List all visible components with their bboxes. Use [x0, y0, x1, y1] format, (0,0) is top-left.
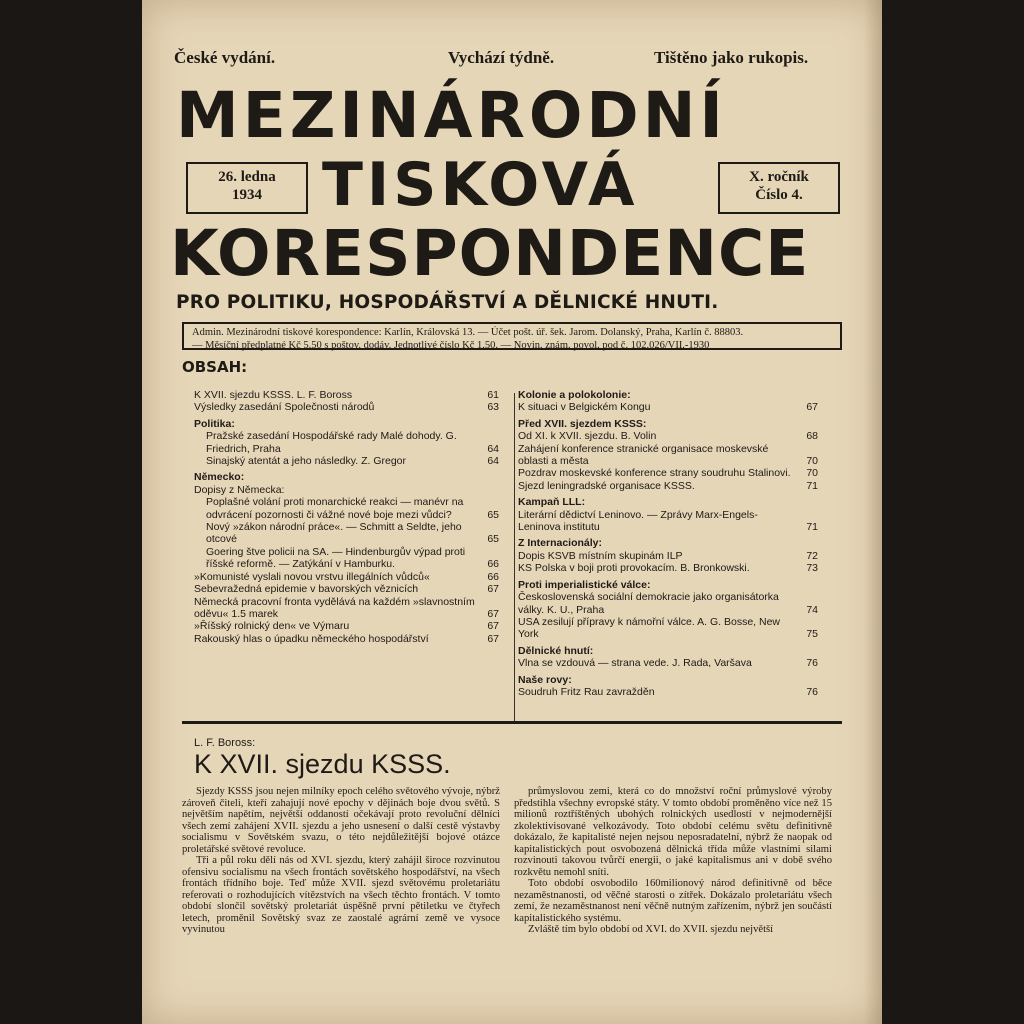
toc-section-heading — [194, 471, 499, 483]
toc-entry-title: Soudruh Fritz Rau zavražděn — [518, 685, 655, 698]
toc-section-label: Politika: — [194, 417, 235, 430]
toc-entry-title: Výsledky zasedání Společnosti národů — [194, 401, 375, 414]
toc-section-heading — [518, 418, 818, 430]
toc-entry — [518, 591, 818, 616]
toc-heading: OBSAH: — [182, 358, 248, 376]
article-paragraph: Tři a půl roku dělí nás od XVI. sjezdu, který zahájil široce rozvinutou ofensivu socialismu na všech frontách sovětského hospodářství, na všech frontách třídního boje. Teď může XVII. sjezd světovému proletariátu referovati o rozhodujících vítězstvích na všech těchto frontách. V tomto období slončil sovětský proletariát úspěšně první pětiletku ve čtyřech letech, proměnil Sovětský svaz ze zaostalé agrární země ve vysoce vyvinutou — [182, 855, 500, 935]
masthead-subtitle: PRO POLITIKU, HOSPODÁŘSTVÍ A DĚLNICKÉ HNUTI. — [176, 292, 719, 313]
toc-entry-page: 71 — [806, 521, 818, 534]
toc-section-label: Před XVII. sjezdem KSSS: — [518, 417, 647, 430]
toc-entry — [194, 401, 499, 413]
toc-section-heading — [194, 418, 499, 430]
article-paragraph: Sjezdy KSSS jsou nejen milníky epoch celého světového vývoje, nýbrž zároveň čiteli, kteří zahajují nové epochy v dějinách boje dvou světů. S největším napětím, největší oddaností očekávají proto revoluční dělníci všech zemí zahájení XVII. sjezdu a jeho usnesení o další cestě výstavby socialismu v Sovětském svazu, o této nejdůležitější bojové otázce proletářské světové revoluce. — [182, 786, 500, 855]
toc-entry-page: 65 — [487, 533, 499, 546]
toc-left-column — [194, 389, 499, 645]
article-title: K XVII. sjezdu KSSS. — [194, 749, 451, 779]
toc-entry-title: Vlna se vzdouvá — strana vede. J. Rada, Varšava — [518, 657, 752, 670]
toc-section-label: Kolonie a polokolonie: — [518, 389, 631, 401]
toc-entry-title: K XVII. sjezdu KSSS. L. F. Boross — [194, 389, 353, 401]
toc-entry-title: Dopis KSVB místním skupinám ILP — [518, 549, 683, 562]
toc-section-heading — [518, 389, 818, 401]
admin-info-box — [182, 322, 842, 350]
toc-entry-title: Pražské zasedání Hospodářské rady Malé dohody. G. Friedrich, Praha — [206, 430, 457, 455]
toc-entry — [194, 389, 499, 401]
toc-entry — [518, 657, 818, 669]
toc-entry — [194, 430, 499, 455]
toc-entry — [194, 620, 499, 632]
toc-entry-page: 76 — [806, 657, 818, 670]
toc-entry-page: 64 — [487, 442, 499, 455]
toc-entry-page: 67 — [487, 620, 499, 633]
toc-section-heading — [518, 674, 818, 686]
toc-entry — [518, 443, 818, 468]
toc-entry-title: KS Polska v boji proti provokacím. B. Bronkowski. — [518, 562, 750, 575]
toc-entry — [518, 562, 818, 574]
toc-entry-title: »Komunisté vyslali novou vrstvu illegálních vůdců« — [194, 570, 430, 583]
toc-entry — [194, 596, 499, 621]
toc-entry-title: USA zesilují přípravy k námořní válce. A. G. Bosse, New York — [518, 615, 781, 641]
toc-entry-title: Goering štve policii na SA. — Hindenburgův výpad proti říšské reformě. — Zatýkání v Hamburku. — [206, 545, 466, 571]
toc-entry-page: 70 — [806, 455, 818, 468]
toc-entry-page: 67 — [806, 401, 818, 414]
toc-column-divider — [514, 393, 515, 723]
toc-entry-page: 67 — [487, 583, 499, 596]
article-paragraph: Zvláště tím bylo období od XVI. do XVII. sjezdu největší — [528, 924, 774, 935]
toc-entry-page: 66 — [487, 570, 499, 583]
toc-entry — [518, 686, 818, 698]
toc-entry-page: 70 — [806, 467, 818, 480]
toc-entry-page: 61 — [487, 389, 499, 401]
toc-entry-title: Nový »zákon národní práce«. — Schmitt a Seldte, jeho otcové — [206, 521, 462, 546]
date-line-1: 26. ledna — [218, 169, 276, 185]
toc-entry-title: Sebevražedná epidemie v bavorských věznicích — [194, 583, 419, 596]
toc-entry-page: 71 — [806, 479, 818, 492]
toc-section-label: Kampaň LLL: — [518, 496, 586, 509]
print-note-label: Tištěno jako rukopis. — [654, 48, 809, 67]
toc-entry-page: 67 — [487, 632, 499, 645]
toc-entry-page: 74 — [806, 603, 818, 616]
toc-section-label: Proti imperialistické válce: — [518, 578, 651, 591]
toc-entry-title: Československá sociální demokracie jako organisátorka války. K. U., Praha — [518, 591, 779, 616]
toc-section-label: Německo: — [194, 471, 245, 484]
toc-entry — [194, 571, 499, 583]
toc-entry-page: 73 — [806, 562, 818, 575]
toc-section-label: Z Internacionály: — [518, 537, 603, 550]
toc-entry — [518, 401, 818, 413]
masthead-line-1: MEZINÁRODNÍ — [176, 79, 727, 152]
article-paragraph: Toto období osvobodilo 160milionový národ definitivně od běce nezaměstnanosti, od věčné starosti o zítřek. Dokázalo proletariátu všech zemí, že nezaměstnanost není věčně nutným zařízením, nýbrž jen součástí kapitalistického systému. — [514, 878, 832, 924]
toc-entry-page: 75 — [806, 628, 818, 641]
toc-entry — [194, 455, 499, 467]
frequency-label: Vychází týdně. — [448, 48, 555, 67]
toc-entry-title: Zahájení konference stranické organisace moskevské oblasti a města — [518, 442, 769, 468]
toc-entry — [194, 546, 499, 571]
volume-line-1: X. ročník — [749, 169, 809, 185]
article-column-right — [514, 786, 832, 936]
toc-entry — [194, 484, 499, 496]
toc-entry — [518, 550, 818, 562]
toc-entry — [518, 430, 818, 442]
toc-entry-title: Pozdrav moskevské konference strany soudruhu Stalinovi. — [518, 467, 791, 480]
toc-entry — [518, 509, 818, 534]
toc-entry — [194, 496, 499, 521]
toc-entry — [518, 480, 818, 492]
article-author: L. F. Boross: — [194, 737, 256, 749]
toc-entry — [194, 633, 499, 645]
toc-entry-page: 67 — [487, 607, 499, 620]
date-box — [186, 162, 308, 214]
toc-section-label: Dělnické hnutí: — [518, 644, 594, 657]
toc-entry-title: Německá pracovní fronta vydělává na každém »slavnostním oděvu« 1.5 marek — [194, 595, 475, 620]
toc-entry — [194, 583, 499, 595]
toc-entry-page: 72 — [806, 549, 818, 562]
toc-entry-page: 64 — [487, 455, 499, 468]
article-column-left — [182, 786, 500, 936]
volume-box — [718, 162, 840, 214]
toc-entry-title: »Říšský rolnický den« ve Výmaru — [194, 620, 350, 633]
toc-entry — [518, 616, 818, 641]
masthead-line-3: KORESPONDENCE — [170, 217, 810, 290]
toc-section-heading — [518, 537, 818, 549]
toc-entry-page: 68 — [806, 430, 818, 443]
toc-section-heading — [518, 645, 818, 657]
toc-entry-page: 76 — [806, 685, 818, 698]
toc-entry-title: Sjezd leningradské organisace KSSS. — [518, 479, 695, 492]
toc-entry-page: 63 — [487, 401, 499, 414]
toc-entry-title: K situaci v Belgickém Kongu — [518, 401, 651, 414]
toc-section-heading — [518, 579, 818, 591]
article-paragraph: průmyslovou zemi, která co do množství roční průmyslové výroby předstihla všechny evropské státy. V tomto období proměněno více než 15 milionů roztříštěných ubohých rolnických usedlostí v nejmodernější zkolektivisované velkozávody. Toto období celému světu definitivně dokázalo, že kapitalisté nejen nejsou neposradatelní, nýbrž že naopak od kapitalistických pout osvobozená dělnická třída může vlastními silami rozvinouti takovou tvůrčí energii, o jaké kapitalismus ani v době svého rozkvětu nemohl sníti. — [514, 786, 832, 878]
toc-entry-title: Od XI. k XVII. sjezdu. B. Volin — [518, 430, 657, 443]
edition-label: České vydání. — [174, 48, 276, 67]
toc-entry-title: Poplašné volání proti monarchické reakci — manévr na odvrácení pozornosti či vážné nové boje mezi vůdci? — [206, 496, 464, 521]
toc-entry-title: Sinajský atentát a jeho následky. Z. Gregor — [206, 455, 406, 468]
toc-entry-title: Literární dědictví Leninovo. — Zprávy Marx-Engels-Leninova institutu — [518, 508, 758, 534]
toc-entry — [194, 521, 499, 546]
volume-line-2: Číslo 4. — [755, 187, 803, 203]
toc-entry-page: 65 — [487, 508, 499, 521]
newspaper-page — [142, 0, 882, 1024]
toc-right-column — [518, 389, 818, 698]
toc-section-heading — [518, 496, 818, 508]
date-line-2: 1934 — [232, 187, 262, 203]
toc-entry-title: Dopisy z Německa: — [194, 483, 285, 496]
toc-entry — [518, 467, 818, 479]
toc-section-label: Naše rovy: — [518, 673, 572, 686]
admin-line-1: Admin. Mezinárodní tiskové korespondence: Karlín, Královská 13. — Účet pošt. úř. šek. Jarom. Dolanský, Praha, Karlín č. 88803. — [192, 327, 744, 338]
masthead-line-2: TISKOVÁ — [322, 150, 639, 220]
toc-entry-title: Rakouský hlas o úpadku německého hospodářství — [194, 632, 429, 645]
admin-line-2: — Měsíční předplatné Kč 5.50 s poštov. dodáv. Jednotlivé číslo Kč 1.50. — Novin. znám. povol. pod č. 102.026/VII.-1930 — [192, 340, 710, 351]
toc-entry-page: 66 — [487, 558, 499, 571]
section-divider — [182, 721, 842, 724]
